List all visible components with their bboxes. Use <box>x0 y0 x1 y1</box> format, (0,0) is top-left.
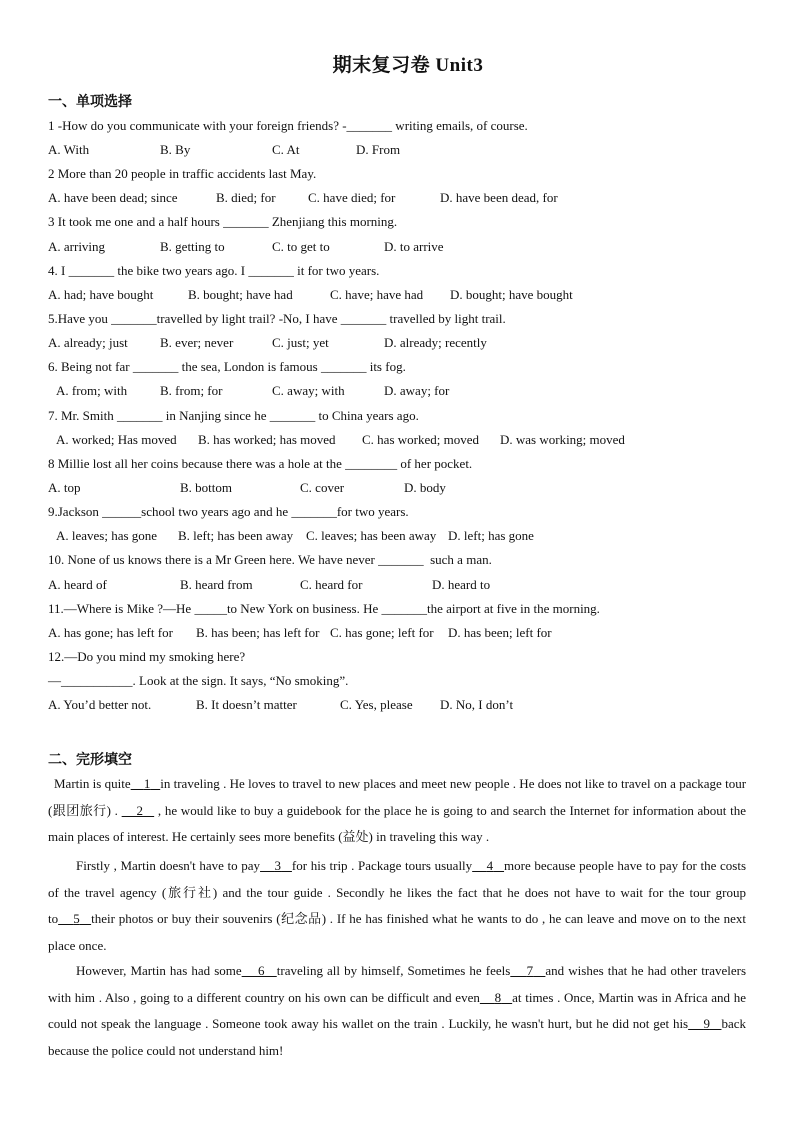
q10-option-b: B. heard from <box>180 577 253 592</box>
cloze-text: Martin is quite <box>54 776 131 791</box>
q2-option-a: A. have been dead; since <box>48 190 178 205</box>
question-11-stem: 11.—Where is Mike ?—He _____to New York on business. He _______the airport at five in the morning. <box>48 601 600 616</box>
question-9-stem: 9.Jackson ______school two years ago and he _______for two years. <box>48 504 409 519</box>
q2-option-b: B. died; for <box>216 190 276 205</box>
q5-option-a: A. already; just <box>48 335 128 350</box>
q3-option-c: C. to get to <box>272 239 330 254</box>
q12-option-c: C. Yes, please <box>340 697 413 712</box>
q4-option-a: A. had; have bought <box>48 287 154 302</box>
cloze-text: at times . Once, Martin was in Africa and he could not speak the language . Someone took away his wallet on the train . Luckily, he wasn't hurt, but he did not get his <box>48 989 747 1031</box>
q10-option-a: A. heard of <box>48 577 107 592</box>
q11-option-b: B. has been; has left for <box>196 625 320 640</box>
blank-2: 2 <box>136 802 144 818</box>
q7-option-c: C. has worked; moved <box>362 432 479 447</box>
cloze-text: their photos or buy their souvenirs (纪念品) . If he has finished what he wants to do , he can leave and move on to the next place once. <box>48 911 747 953</box>
cloze-text: more because people have to pay for the costs of the travel agency (旅行社) and the tour guide . Secondly he likes the fact that he does not have to wait for the tour group to <box>48 858 747 926</box>
blank-8: 8 <box>494 989 502 1005</box>
q6-option-d: D. away; for <box>384 383 450 398</box>
q1-option-a: A. With <box>48 142 90 157</box>
question-10-stem: 10. None of us knows there is a Mr Green here. We have never _______ such a man. <box>48 552 492 567</box>
blank-3: 3 <box>274 858 282 873</box>
blank-5: 5 <box>73 911 80 926</box>
cloze-text: , he would like to buy a guidebook for the place he is going to and search the Internet for information about the main places of interest. He certainly sees more benefits (益处) in traveling this way . <box>48 802 747 844</box>
cloze-paragraph-1 <box>48 771 746 851</box>
question-3-stem: 3 It took me one and a half hours _______ Zhenjiang this morning. <box>48 214 398 229</box>
q6-option-c: C. away; with <box>272 383 345 398</box>
section-heading-choice: 一、单项选择 <box>48 94 132 110</box>
question-8-stem: 8 Millie lost all her coins because there was a hole at the ________ of her pocket. <box>48 456 473 471</box>
q9-option-b: B. left; has been away <box>178 528 294 543</box>
q3-option-a: A. arriving <box>48 239 106 254</box>
cloze-paragraph-3 <box>48 958 746 1064</box>
question-7-stem: 7. Mr. Smith _______ in Nanjing since he _______ to China years ago. <box>48 408 419 423</box>
q5-option-c: C. just; yet <box>272 335 329 350</box>
q12-option-a: A. You’d better not. <box>48 697 152 712</box>
cloze-text: back because the police could not understand him! <box>48 1016 747 1058</box>
q5-option-b: B. ever; never <box>160 335 234 350</box>
q11-option-a: A. has gone; has left for <box>48 625 173 640</box>
q3-option-d: D. to arrive <box>384 239 444 254</box>
q9-option-d: D. left; has gone <box>448 528 534 543</box>
q1-option-c: C. At <box>272 142 300 157</box>
q7-option-d: D. was working; moved <box>500 432 625 447</box>
cloze-text: However, Martin has had some <box>76 963 242 978</box>
q10-option-c: C. heard for <box>300 577 363 592</box>
q11-option-c: C. has gone; left for <box>330 625 434 640</box>
cloze-text: Firstly , Martin doesn't have to pay <box>76 858 261 873</box>
q8-option-c: C. cover <box>300 480 345 495</box>
q9-option-a: A. leaves; has gone <box>56 528 158 543</box>
q1-option-b: B. By <box>160 142 191 157</box>
q4-option-b: B. bought; have had <box>188 287 293 302</box>
q12-option-b: B. It doesn’t matter <box>196 697 297 712</box>
q6-option-b: B. from; for <box>160 383 223 398</box>
q2-option-d: D. have been dead, for <box>440 190 558 205</box>
cloze-text: traveling all by himself, Sometimes he feels <box>276 963 511 978</box>
section-heading-cloze: 二、完形填空 <box>48 752 132 768</box>
question-12-stem: 12.—Do you mind my smoking here? <box>48 649 246 664</box>
question-1-stem: 1 -How do you communicate with your foreign friends? -_______ writing emails, of course. <box>48 118 528 133</box>
question-2-stem: 2 More than 20 people in traffic accidents last May. <box>48 166 317 181</box>
question-4-stem: 4. I _______ the bike two years ago. I _______ it for two years. <box>48 263 380 278</box>
q7-option-b: B. has worked; has moved <box>198 432 336 447</box>
page-title: 期末复习卷 Unit3 <box>332 55 484 76</box>
blank-4: 4 <box>486 858 494 873</box>
q5-option-d: D. already; recently <box>384 335 487 350</box>
blank-9: 9 <box>703 1016 710 1031</box>
q8-option-a: A. top <box>48 480 81 495</box>
q8-option-b: B. bottom <box>180 480 233 495</box>
blank-6: 6 <box>257 963 265 978</box>
q12-option-d: D. No, I don’t <box>440 697 514 712</box>
q4-option-c: C. have; have had <box>330 287 424 302</box>
q7-option-a: A. worked; Has moved <box>56 432 177 447</box>
question-6-stem: 6. Being not far _______ the sea, London is famous _______ its fog. <box>48 359 406 374</box>
cloze-text: for his trip . Package tours usually <box>291 858 473 873</box>
question-12-reply: —___________. Look at the sign. It says, “No smoking”. <box>48 673 349 688</box>
cloze-text: in traveling . He loves to travel to new places and meet new people . He does not like to travel on a package tour (跟团旅行) . <box>48 776 747 818</box>
q9-option-c: C. leaves; has been away <box>306 528 437 543</box>
blank-1: 1 <box>143 776 151 791</box>
question-5-stem: 5.Have you _______travelled by light trail? -No, I have _______ travelled by light trail. <box>48 311 506 326</box>
q10-option-d: D. heard to <box>432 577 491 592</box>
q2-option-c: C. have died; for <box>308 190 396 205</box>
q4-option-d: D. bought; have bought <box>450 287 573 302</box>
cloze-text: and wishes that he had other travelers with him . Also , going to a different country on his own can be difficult and even <box>48 963 747 1005</box>
q3-option-b: B. getting to <box>160 239 225 254</box>
blank-7: 7 <box>526 963 534 978</box>
q1-option-d: D. From <box>356 142 401 157</box>
q11-option-d: D. has been; left for <box>448 625 552 640</box>
q8-option-d: D. body <box>404 480 446 495</box>
cloze-paragraph-2 <box>48 853 746 959</box>
q6-option-a: A. from; with <box>56 383 128 398</box>
